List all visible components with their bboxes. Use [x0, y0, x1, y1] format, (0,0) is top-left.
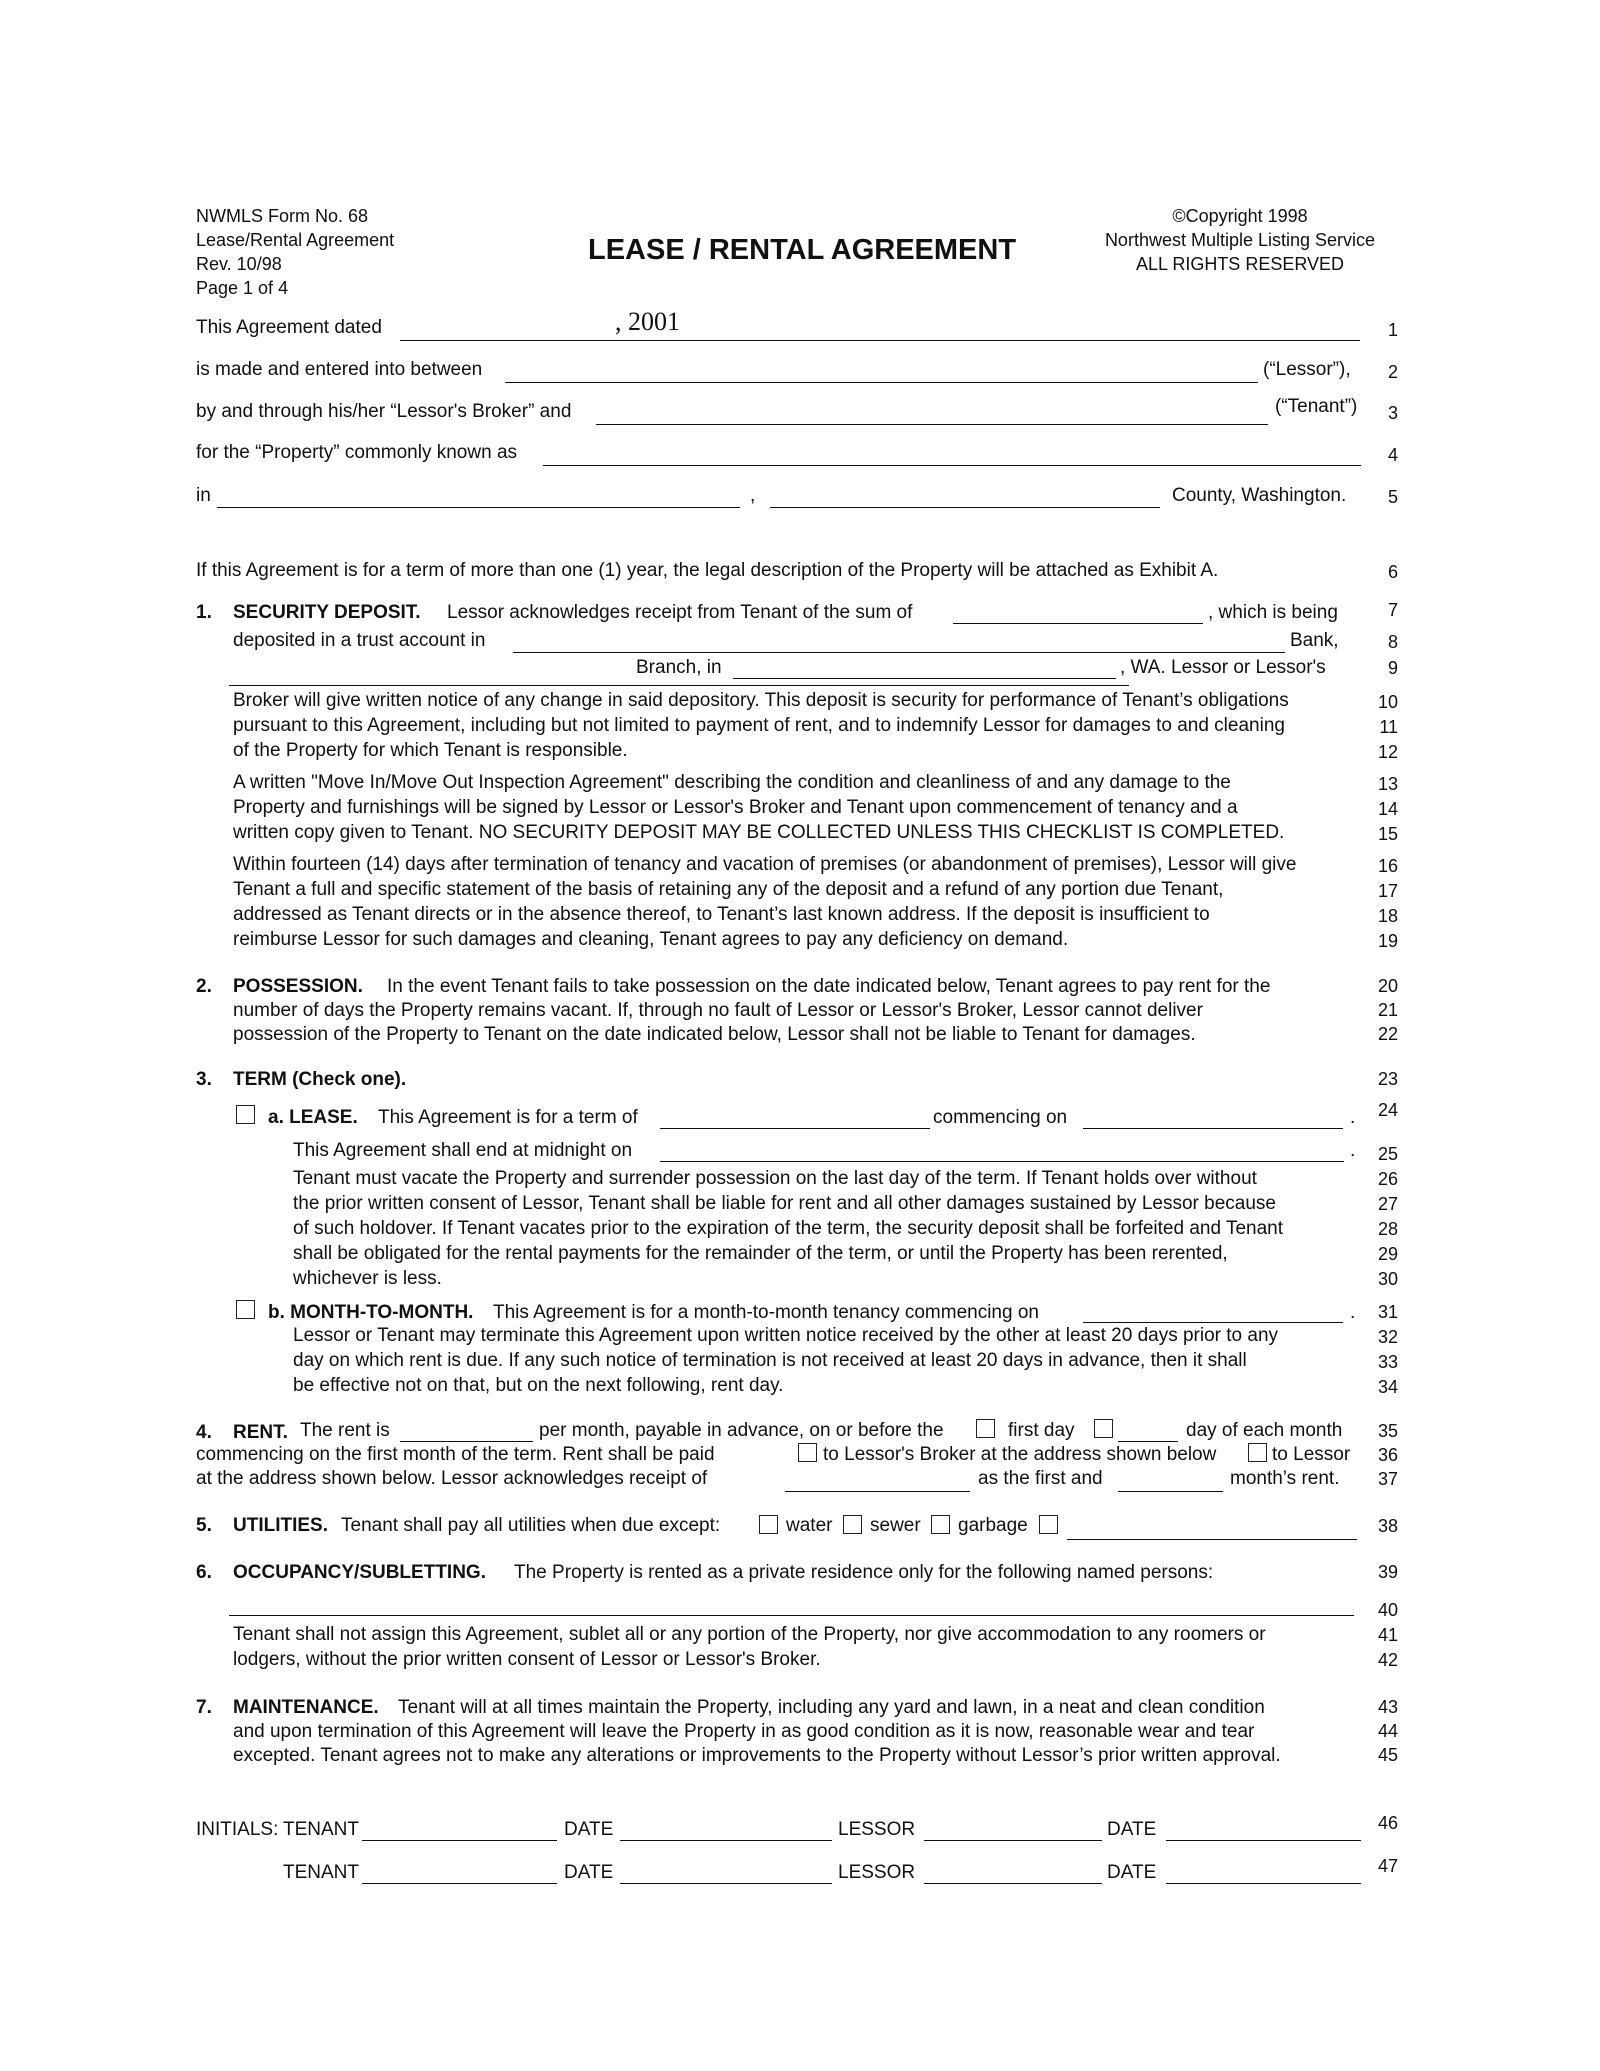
deposit-par-1-line: pursuant to this Agreement, including but not limited to payment of rent, and to indemnify Lessor for damages to and cleaning: [233, 715, 1285, 736]
line-number: 30: [1377, 1269, 1398, 1289]
lessor-tag: (“Lessor”),: [1263, 359, 1351, 380]
agreement-date-value: , 2001: [615, 307, 680, 336]
pay-to-broker-label: to Lessor's Broker at the address shown below: [823, 1444, 1217, 1465]
line-number: 10: [1377, 692, 1398, 712]
rent-line-3: at the address shown below. Lessor acknowledges receipt of: [196, 1468, 708, 1489]
section-2-heading: POSSESSION.: [233, 976, 363, 997]
lessor-date-field[interactable]: [1166, 1883, 1361, 1884]
section-1-number: 1.: [196, 602, 212, 623]
last-month-amount-field[interactable]: [1118, 1491, 1223, 1492]
maintenance-line: Tenant will at all times maintain the Property, including any yard and lawn, in a neat and clean condition: [398, 1697, 1265, 1718]
inspection-par-line: written copy given to Tenant. NO SECURITY DEPOSIT MAY BE COLLECTED UNLESS THIS CHECKLIST IS COMPLETED.: [233, 822, 1285, 843]
line-number: 46: [1377, 1813, 1398, 1833]
line-number: 28: [1377, 1219, 1398, 1239]
branch-name-field[interactable]: [229, 685, 1129, 686]
other-utility-checkbox[interactable]: [1039, 1515, 1058, 1534]
section-7-heading: MAINTENANCE.: [233, 1697, 379, 1718]
form-revision: Rev. 10/98: [196, 254, 282, 274]
per-month-label: per month, payable in advance, on or before the: [539, 1420, 944, 1441]
initials-label: INITIALS:: [196, 1819, 279, 1840]
line-number: 15: [1377, 824, 1398, 844]
line-number: 26: [1377, 1169, 1398, 1189]
month-to-month-label: b. MONTH-TO-MONTH.: [268, 1302, 474, 1323]
lessor-initials-label: LESSOR: [838, 1819, 916, 1840]
legal-description-note: If this Agreement is for a term of more than one (1) year, the legal description of the Property will be attached as Exhibit A.: [196, 560, 1219, 581]
pay-to-lessor-checkbox[interactable]: [1248, 1443, 1267, 1462]
section-6-number: 6.: [196, 1562, 212, 1583]
agreement-dated-label: This Agreement dated: [196, 317, 382, 338]
water-checkbox[interactable]: [759, 1515, 778, 1534]
tenant-date-label: DATE: [564, 1862, 614, 1883]
sewer-label: sewer: [870, 1515, 921, 1536]
county-label: County, Washington.: [1172, 485, 1347, 506]
rent-amount-field[interactable]: [400, 1441, 533, 1442]
possession-line: In the event Tenant fails to take possession on the date indicated below, Tenant agrees to pay rent for the: [387, 976, 1271, 997]
lessor-initials-field[interactable]: [924, 1883, 1102, 1884]
tenant-initials-label: TENANT: [283, 1819, 359, 1840]
line-number: 12: [1377, 742, 1398, 762]
line-number: 22: [1377, 1024, 1398, 1044]
line-number: 39: [1377, 1562, 1398, 1582]
line-number: 45: [1377, 1745, 1398, 1765]
possession-line: possession of the Property to Tenant on the date indicated below, Lessor shall not be liable to Tenant for damages.: [233, 1024, 1196, 1045]
line-number: 5: [1387, 487, 1398, 507]
refund-par-line: reimburse Lessor for such damages and cleaning, Tenant agrees to pay any deficiency on demand.: [233, 929, 1069, 950]
section-5-number: 5.: [196, 1515, 212, 1536]
month-to-month-text: This Agreement is for a month-to-month tenancy commencing on: [493, 1302, 1039, 1323]
line-number: 14: [1377, 799, 1398, 819]
page-number: Page 1 of 4: [196, 278, 289, 298]
tenant-date-field[interactable]: [620, 1883, 832, 1884]
lease-par-line: of such holdover. If Tenant vacates prior to the expiration of the term, the security deposit shall be forfeited and Tenant: [293, 1218, 1284, 1239]
lessor-initials-label: LESSOR: [838, 1862, 916, 1883]
line-number: 44: [1377, 1721, 1398, 1741]
tenant-date-label: DATE: [564, 1819, 614, 1840]
commencing-label: commencing on: [933, 1107, 1068, 1128]
tenant-name-field[interactable]: [596, 424, 1268, 425]
section-4-heading: RENT.: [233, 1422, 288, 1443]
month-to-month-par-line: day on which rent is due. If any such notice of termination is not received at least 20 days in advance, then it shall: [293, 1350, 1247, 1371]
line-number: 9: [1387, 658, 1398, 678]
line-number: 32: [1377, 1327, 1398, 1347]
section-2-number: 2.: [196, 976, 212, 997]
property-address-field[interactable]: [543, 465, 1361, 466]
line-number: 8: [1387, 632, 1398, 652]
line-number: 3: [1387, 403, 1398, 423]
line-number: 24: [1377, 1100, 1398, 1120]
line-number: 38: [1377, 1516, 1398, 1536]
possession-line: number of days the Property remains vacant. If, through no fault of Lessor or Lessor's Broker, Lessor cannot deliver: [233, 1000, 1203, 1021]
county-field[interactable]: [770, 507, 1160, 508]
period: .: [1350, 1107, 1356, 1128]
line-number: 7: [1387, 600, 1398, 620]
first-day-checkbox[interactable]: [976, 1419, 995, 1438]
line-number: 2: [1387, 362, 1398, 382]
lessor-date-field[interactable]: [1166, 1840, 1361, 1841]
line-number: 42: [1377, 1650, 1398, 1670]
lessor-date-label: DATE: [1107, 1862, 1157, 1883]
line-number: 4: [1387, 445, 1398, 465]
line-number: 41: [1377, 1625, 1398, 1645]
lessor-name-field[interactable]: [505, 382, 1258, 383]
bank-name-field[interactable]: [513, 652, 1285, 653]
deposit-amount-field[interactable]: [953, 623, 1203, 624]
rent-is-label: The rent is: [300, 1420, 390, 1441]
section-5-heading: UTILITIES.: [233, 1515, 328, 1536]
comma-separator: ,: [750, 485, 756, 506]
lease-end-label: This Agreement shall end at midnight on: [293, 1140, 633, 1161]
tenant-initials-label: TENANT: [283, 1862, 359, 1883]
lease-par-line: Tenant must vacate the Property and surrender possession on the last day of the term. If Tenant holds over without: [293, 1168, 1257, 1189]
between-label: is made and entered into between: [196, 359, 483, 380]
lease-term-text: This Agreement is for a term of: [378, 1107, 638, 1128]
tenant-initials-field[interactable]: [362, 1840, 557, 1841]
line-number: 19: [1377, 931, 1398, 951]
in-label: in: [196, 485, 211, 506]
other-day-field[interactable]: [1118, 1441, 1178, 1442]
deposit-text-2: , which is being: [1208, 602, 1338, 623]
months-rent-label: month’s rent.: [1230, 1468, 1340, 1489]
city-field[interactable]: [217, 507, 740, 508]
first-month-amount-field[interactable]: [785, 1491, 970, 1492]
line-number: 18: [1377, 906, 1398, 926]
maintenance-line: and upon termination of this Agreement will leave the Property in as good condition as it is now, reasonable wear and tear: [233, 1721, 1255, 1742]
property-label: for the “Property” commonly known as: [196, 442, 518, 463]
document-title: LEASE / RENTAL AGREEMENT: [588, 234, 1017, 266]
lease-term-field[interactable]: [660, 1128, 930, 1129]
line-number: 43: [1377, 1697, 1398, 1717]
line-number: 27: [1377, 1194, 1398, 1214]
month-to-month-start-field[interactable]: [1083, 1322, 1343, 1323]
lease-par-line: shall be obligated for the rental payments for the remainder of the term, or until the Property has been rerented,: [293, 1243, 1228, 1264]
line-number: 1: [1387, 320, 1398, 340]
line-number: 23: [1377, 1069, 1398, 1089]
sewer-checkbox[interactable]: [843, 1515, 862, 1534]
line-number: 13: [1377, 774, 1398, 794]
tenant-tag: (“Tenant”): [1275, 396, 1358, 417]
copyright: ©Copyright 1998: [1172, 206, 1308, 226]
subletting-par-line: lodgers, without the prior written consent of Lessor or Lessor's Broker.: [233, 1649, 821, 1670]
deposit-par-1-line: Broker will give written notice of any change in said depository. This deposit is security for performance of Tenant’s obligations: [233, 690, 1289, 711]
inspection-par-line: A written "Move In/Move Out Inspection Agreement" describing the condition and cleanliness of and any damage to the: [233, 772, 1231, 793]
lease-par-line: whichever is less.: [293, 1268, 442, 1289]
period: .: [1350, 1302, 1356, 1323]
utilities-text: Tenant shall pay all utilities when due except:: [341, 1515, 721, 1536]
line-number: 25: [1377, 1144, 1398, 1164]
organization: Northwest Multiple Listing Service: [1104, 230, 1376, 250]
period: .: [1350, 1140, 1356, 1161]
other-utility-field[interactable]: [1067, 1539, 1357, 1540]
line-number: 16: [1377, 856, 1398, 876]
section-7-number: 7.: [196, 1697, 212, 1718]
refund-par-line: Tenant a full and specific statement of the basis of retaining any of the deposit and a refund of any portion due Tenant,: [233, 879, 1224, 900]
first-and-label: as the first and: [978, 1468, 1103, 1489]
broker-label: by and through his/her “Lessor's Broker” and: [196, 401, 572, 422]
pay-to-broker-checkbox[interactable]: [798, 1443, 817, 1462]
garbage-checkbox[interactable]: [931, 1515, 950, 1534]
deposit-text: Lessor acknowledges receipt from Tenant of the sum of: [447, 602, 913, 623]
section-3-heading: TERM (Check one).: [233, 1069, 407, 1090]
branch-label: Branch, in: [636, 657, 722, 678]
line-number: 17: [1377, 881, 1398, 901]
line-number: 47: [1377, 1856, 1398, 1876]
occupancy-text: The Property is rented as a private residence only for the following named persons:: [514, 1562, 1214, 1583]
section-1-heading: SECURITY DEPOSIT.: [233, 602, 421, 623]
lessor-date-label: DATE: [1107, 1819, 1157, 1840]
bank-label: Bank,: [1290, 630, 1339, 651]
line-number: 20: [1377, 976, 1398, 996]
wa-label: , WA. Lessor or Lessor's: [1120, 657, 1326, 678]
named-persons-field[interactable]: [229, 1615, 1354, 1616]
line-number: 33: [1377, 1352, 1398, 1372]
inspection-par-line: Property and furnishings will be signed by Lessor or Lessor's Broker and Tenant upon commencement of tenancy and a: [233, 797, 1238, 818]
form-name: Lease/Rental Agreement: [196, 230, 395, 250]
rights-reserved: ALL RIGHTS RESERVED: [1135, 254, 1345, 274]
line-number: 36: [1377, 1445, 1398, 1465]
line-number: 34: [1377, 1377, 1398, 1397]
pay-to-lessor-label: to Lessor: [1272, 1444, 1351, 1465]
first-day-label: first day: [1008, 1420, 1075, 1441]
tenant-date-field[interactable]: [620, 1840, 832, 1841]
form-number: NWMLS Form No. 68: [196, 206, 369, 226]
month-to-month-par-line: Lessor or Tenant may terminate this Agreement upon written notice received by the other at least 20 days prior to any: [293, 1325, 1279, 1346]
line-number: 29: [1377, 1244, 1398, 1264]
water-label: water: [786, 1515, 833, 1536]
other-day-checkbox[interactable]: [1094, 1419, 1113, 1438]
agreement-date-field[interactable]: [400, 340, 1360, 341]
deposit-par-1-line: of the Property for which Tenant is responsible.: [233, 740, 628, 761]
line-number: 40: [1377, 1600, 1398, 1620]
lease-start-date-field[interactable]: [1083, 1128, 1343, 1129]
garbage-label: garbage: [958, 1515, 1028, 1536]
lease-option-label: a. LEASE.: [268, 1107, 358, 1128]
lease-end-date-field[interactable]: [660, 1161, 1344, 1162]
lessor-initials-field[interactable]: [924, 1840, 1102, 1841]
line-number: 37: [1377, 1469, 1398, 1489]
month-to-month-checkbox[interactable]: [236, 1300, 255, 1319]
refund-par-line: Within fourteen (14) days after termination of tenancy and vacation of premises (or abandonment of premises), Lessor will give: [233, 854, 1297, 875]
line-number: 31: [1377, 1302, 1398, 1322]
line-number: 6: [1387, 562, 1398, 582]
lease-checkbox[interactable]: [236, 1105, 255, 1124]
section-6-heading: OCCUPANCY/SUBLETTING.: [233, 1562, 486, 1583]
tenant-initials-field[interactable]: [362, 1883, 557, 1884]
subletting-par-line: Tenant shall not assign this Agreement, sublet all or any portion of the Property, nor give accommodation to any roomers or: [233, 1624, 1266, 1645]
section-3-number: 3.: [196, 1069, 212, 1090]
deposited-label: deposited in a trust account in: [233, 630, 486, 651]
section-4-number: 4.: [196, 1422, 212, 1443]
day-each-month-label: day of each month: [1186, 1420, 1343, 1441]
month-to-month-par-line: be effective not on that, but on the next following, rent day.: [293, 1375, 784, 1396]
lease-par-line: the prior written consent of Lessor, Tenant shall be liable for rent and all other damages sustained by Lessor because: [293, 1193, 1276, 1214]
line-number: 21: [1377, 1000, 1398, 1020]
rent-line-2: commencing on the first month of the term. Rent shall be paid: [196, 1444, 715, 1465]
line-number: 35: [1377, 1421, 1398, 1441]
maintenance-line: excepted. Tenant agrees not to make any alterations or improvements to the Property without Lessor’s prior written approval.: [233, 1745, 1281, 1766]
branch-city-field[interactable]: [733, 678, 1116, 679]
refund-par-line: addressed as Tenant directs or in the absence thereof, to Tenant’s last known address. If the deposit is insufficient to: [233, 904, 1210, 925]
line-number: 11: [1379, 717, 1398, 737]
